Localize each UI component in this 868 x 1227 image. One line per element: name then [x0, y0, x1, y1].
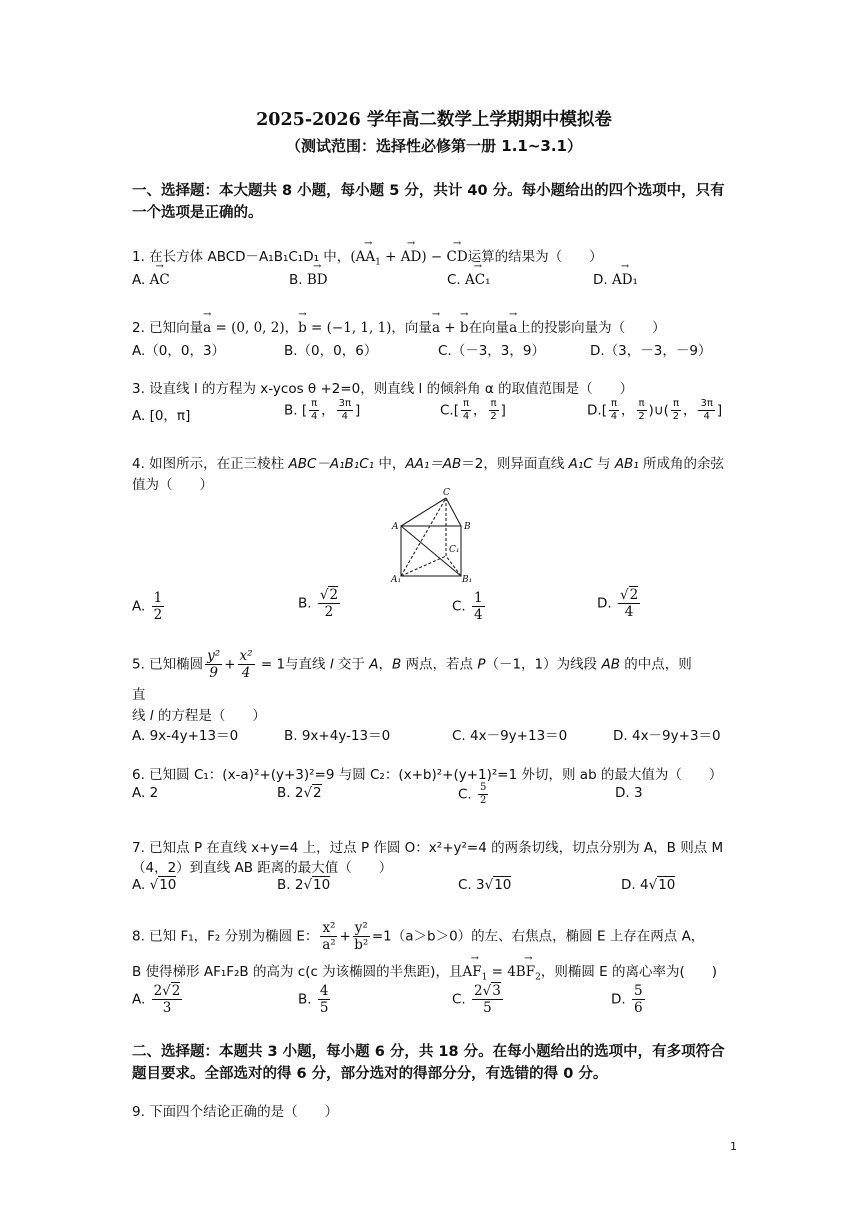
question-5-stem-line3: 线 l 的方程是（ ） — [132, 708, 266, 724]
fig-label-a: A — [392, 522, 399, 532]
question-3-option-d: D.[ $\frac{\pi}{4}$ ， $\frac{\pi}{2}$ )∪( $\frac{\pi}{2}$ ， $\frac{3\pi}{4}$ ] — [587, 398, 723, 422]
question-5-stem-line2: 直 — [132, 687, 146, 703]
question-9-stem: 9. 下面四个结论正确的是（ ） — [132, 1104, 339, 1120]
question-7-option-c: C. 3√10 — [458, 877, 512, 893]
prism-figure — [388, 486, 484, 584]
question-5-option-d: D. 4x－9y+3＝0 — [613, 728, 721, 744]
question-2-option-b: B.（0，0，6） — [284, 343, 378, 359]
question-8-option-a: A. $\frac{2√2}{3}$ — [132, 983, 181, 1017]
question-5-option-a: A. 9x-4y+13＝0 — [132, 728, 239, 744]
question-1-option-d: D. → AD₁ — [593, 272, 638, 288]
question-2-option-c: C.（－3，3，9） — [438, 343, 545, 359]
question-4-option-c: C. $\frac{1}{4}$ — [452, 590, 483, 624]
question-3-option-c: C.[ $\frac{\pi}{4}$ ， $\frac{\pi}{2}$ ] — [440, 398, 506, 422]
question-1-option-a: A. → AC — [132, 272, 170, 288]
question-8-option-b: B. $\frac{4}{5}$ — [298, 983, 329, 1017]
prism-edge-ac — [401, 498, 446, 526]
section1-heading-line1: 一、选择题：本大题共 8 小题，每小题 5 分，共计 40 分。每小题给出的四个选项中，只有 — [132, 183, 725, 199]
question-7-stem-line2: （4，2）到直线 AB 距离的最大值（ ） — [132, 860, 393, 876]
question-8-stem-line1: 8. 已知 F₁，F₂ 分别为椭圆 E： $\frac{\text{x²}}{\text{a²}}$ + $\frac{\text{y²}}{\text{b²}}$ =1（a＞b＞0）的左、右焦点，椭圆 E 上存在两点 A， — [132, 920, 705, 954]
question-8-option-d: D. $\frac{5}{6}$ — [611, 983, 643, 1017]
question-6-option-c: C. $\frac{5}{2}$ — [458, 782, 487, 806]
question-4-stem-line2: 值为（ ） — [132, 477, 213, 493]
question-5-option-c: C. 4x－9y+13＝0 — [452, 728, 568, 744]
fig-label-c1: C₁ — [449, 545, 460, 555]
question-3-stem: 3. 设直线 l 的方程为 x-ycos θ +2=0，则直线 l 的倾斜角 α 的取值范围是（ ） — [132, 381, 634, 397]
question-6-option-b: B. 2√2 — [277, 785, 322, 801]
question-7-option-a: A. √10 — [132, 877, 177, 893]
question-3-option-b: B. [ $\frac{\pi}{4}$ ， $\frac{3\pi}{4}$ ] — [284, 398, 361, 422]
question-7-stem-line1: 7. 已知点 P 在直线 x+y=4 上，过点 P 作圆 O：x²+y²=4 的两条切线，切点分别为 A，B 则点 M — [132, 840, 724, 856]
question-6-stem: 6. 已知圆 C₁：(x-a)²+(y+3)²=9 与圆 C₂：(x+b)²+(y+1)²=1 外切，则 ab 的最大值为（ ） — [132, 767, 723, 783]
question-7-option-b: B. 2√10 — [277, 877, 331, 893]
page-title: 2025-2026 学年高二数学上学期期中模拟卷 — [256, 110, 612, 130]
question-6-option-a: A. 2 — [132, 785, 159, 801]
question-3-option-a: A. [0，π] — [132, 408, 191, 424]
question-7-option-d: D. 4√10 — [621, 877, 676, 893]
question-1-stem: 1. 在长方体 ABCD－A₁B₁C₁D₁ 中，(→ $AA_1$ + → AD) − → CD运算的结果为（ ） — [132, 245, 603, 268]
fig-label-a1: A₁ — [391, 575, 402, 584]
section2-heading-line1: 二、选择题：本题共 3 小题，每小题 6 分，共 18 分。在每小题给出的选项中，有多项符合 — [132, 1044, 725, 1060]
question-2-option-d: D.（3，－3，－9） — [590, 343, 712, 359]
page-subtitle: （测试范围：选择性必修第一册 1.1~3.1） — [286, 137, 582, 155]
question-2-stem: 2. 已知向量→ a = (0, 0, 2)，→ b = (−1, 1, 1)，向量→ a + → b在向量→ a上的投影向量为（ ） — [132, 316, 666, 336]
fig-label-b: B — [464, 522, 471, 532]
question-8-stem-line2: B 使得梯形 AF₁F₂B 的高为 c(c 为该椭圆的半焦距)，且→ $AF_1 = 4\to BF_2$，则椭圆 E 的离心率为( ) — [132, 960, 717, 983]
section1-heading-line2: 一个选项是正确的。 — [132, 205, 263, 221]
section2-heading-line2: 题目要求。全部选对的得 6 分，部分选对的得部分分，有选错的得 0 分。 — [132, 1066, 608, 1082]
question-4-stem-line1: 4. 如图所示，在正三棱柱 ABC－A₁B₁C₁ 中，AA₁＝AB＝2，则异面直线 A₁C 与 AB₁ 所成角的余弦 — [132, 456, 725, 472]
question-6-option-d: D. 3 — [615, 785, 643, 801]
page-number: 1 — [730, 1140, 737, 1153]
question-1-option-c: C. → AC₁ — [447, 272, 491, 288]
question-5-option-b: B. 9x+4y-13＝0 — [284, 728, 391, 744]
prism-diagonal-a1c — [401, 498, 446, 576]
fig-label-c: C — [443, 488, 450, 498]
question-5-stem-line1: 5. 已知椭圆 $\frac{\text{y²}}{9}$ + $\frac{\text{x²}}{4}$ = 1与直线 l 交于 A，B 两点，若点 P（－1，1）为线段 AB 的中点，则 — [132, 648, 692, 682]
question-1-option-b: B. → BD — [289, 272, 328, 288]
question-4-option-a: A. $\frac{1}{2}$ — [132, 590, 163, 624]
question-8-option-c: C. $\frac{2√3}{5}$ — [452, 983, 501, 1017]
question-2-option-a: A.（0，0，3） — [132, 343, 226, 359]
prism-edge-a1c1 — [401, 556, 446, 576]
question-4-option-b: B. $\frac{√2}{2}$ — [298, 587, 339, 621]
question-4-option-d: D. $\frac{√2}{4}$ — [597, 587, 639, 621]
fig-label-b1: B₁ — [462, 575, 473, 584]
prism-edge-bc — [446, 498, 461, 526]
